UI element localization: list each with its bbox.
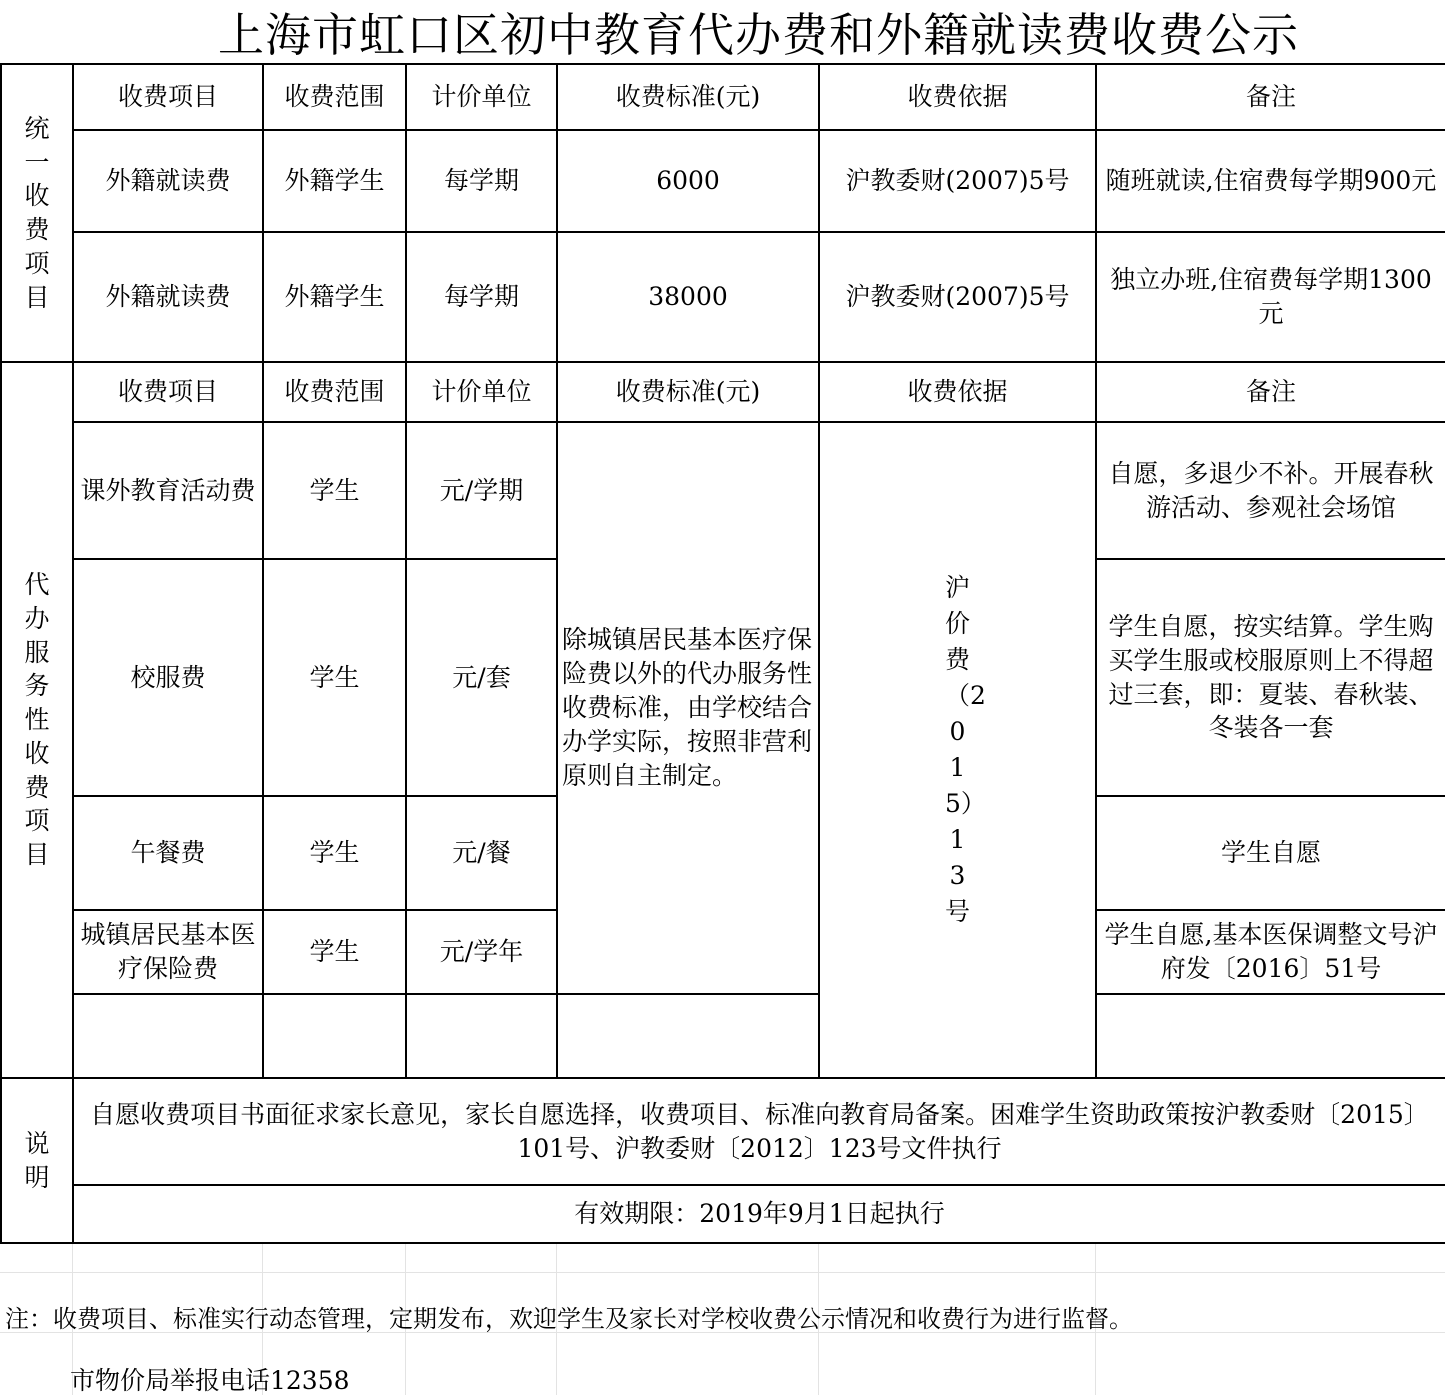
header-item: 收费项目 — [73, 362, 263, 422]
service-unit: 元/学期 — [406, 422, 557, 559]
service-scope: 学生 — [263, 910, 406, 994]
table-row — [1, 232, 1445, 362]
empty-cell — [73, 994, 263, 1078]
page-title: 上海市虹口区初中教育代办费和外籍就读费收费公示 — [72, 0, 1445, 64]
table-row — [1, 130, 1445, 232]
fee-unit: 每学期 — [406, 130, 557, 232]
header-item: 收费项目 — [73, 64, 263, 130]
service-scope: 学生 — [263, 422, 406, 559]
fee-basis: 沪教委财(2007)5号 — [819, 232, 1096, 362]
service-note: 学生自愿,基本医保调整文号沪府发〔2016〕51号 — [1096, 910, 1445, 994]
fee-basis: 沪教委财(2007)5号 — [819, 130, 1096, 232]
service-unit: 元/学年 — [406, 910, 557, 994]
explanation-text: 自愿收费项目书面征求家长意见，家长自愿选择，收费项目、标准向教育局备案。困难学生资助政策按沪教委财〔2015〕101号、沪教委财〔2012〕123号文件执行 — [73, 1078, 1445, 1185]
header-standard: 收费标准(元) — [557, 362, 819, 422]
service-note: 自愿，多退少不补。开展春秋游活动、参观社会场馆 — [1096, 422, 1445, 559]
header-basis: 收费依据 — [819, 64, 1096, 130]
table-row — [1, 422, 1445, 559]
service-item: 城镇居民基本医疗保险费 — [73, 910, 263, 994]
header-unit: 计价单位 — [406, 64, 557, 130]
service-standard: 除城镇居民基本医疗保险费以外的代办服务性收费标准，由学校结合办学实际，按照非营利原则自主制定。 — [557, 422, 819, 994]
section1-header-row — [1, 64, 1445, 130]
empty-cell — [1096, 994, 1445, 1078]
header-note: 备注 — [1096, 64, 1445, 130]
service-item: 校服费 — [73, 559, 263, 796]
service-scope: 学生 — [263, 796, 406, 910]
validity-text: 有效期限：2019年9月1日起执行 — [73, 1185, 1445, 1243]
header-scope: 收费范围 — [263, 362, 406, 422]
section2-header-row — [1, 362, 1445, 422]
header-basis: 收费依据 — [819, 362, 1096, 422]
service-item: 午餐费 — [73, 796, 263, 910]
header-scope: 收费范围 — [263, 64, 406, 130]
section1-label: 统一收费项目 — [1, 64, 73, 362]
section2-label: 代办服务性收费项目 — [1, 362, 73, 1078]
validity-row — [1, 1185, 1445, 1243]
header-unit: 计价单位 — [406, 362, 557, 422]
service-basis: 沪价费（2015）13号 — [819, 422, 1096, 1078]
empty-cell — [406, 994, 557, 1078]
empty-cell — [263, 994, 406, 1078]
service-item: 课外教育活动费 — [73, 422, 263, 559]
service-scope: 学生 — [263, 559, 406, 796]
service-unit: 元/餐 — [406, 796, 557, 910]
service-note: 学生自愿 — [1096, 796, 1445, 910]
header-note: 备注 — [1096, 362, 1445, 422]
empty-cell — [557, 994, 819, 1078]
fee-standard: 6000 — [557, 130, 819, 232]
fee-standard: 38000 — [557, 232, 819, 362]
fee-note: 随班就读,住宿费每学期900元 — [1096, 130, 1445, 232]
hotline: 市物价局举报电话12358 — [70, 1366, 350, 1395]
service-unit: 元/套 — [406, 559, 557, 796]
fee-scope: 外籍学生 — [263, 232, 406, 362]
explanation-label: 说明 — [1, 1078, 73, 1243]
fee-table — [0, 63, 1445, 1244]
service-note: 学生自愿，按实结算。学生购买学生服或校服原则上不得超过三套，即：夏装、春秋装、冬装各一套 — [1096, 559, 1445, 796]
fee-item: 外籍就读费 — [73, 130, 263, 232]
empty-row — [1, 994, 1445, 1078]
header-standard: 收费标准(元) — [557, 64, 819, 130]
footnote: 注：收费项目、标准实行动态管理，定期发布，欢迎学生及家长对学校收费公示情况和收费行为进行监督。 — [5, 1305, 1133, 1333]
fee-item: 外籍就读费 — [73, 232, 263, 362]
fee-note: 独立办班,住宿费每学期1300元 — [1096, 232, 1445, 362]
fee-scope: 外籍学生 — [263, 130, 406, 232]
explanation-row — [1, 1078, 1445, 1185]
fee-unit: 每学期 — [406, 232, 557, 362]
